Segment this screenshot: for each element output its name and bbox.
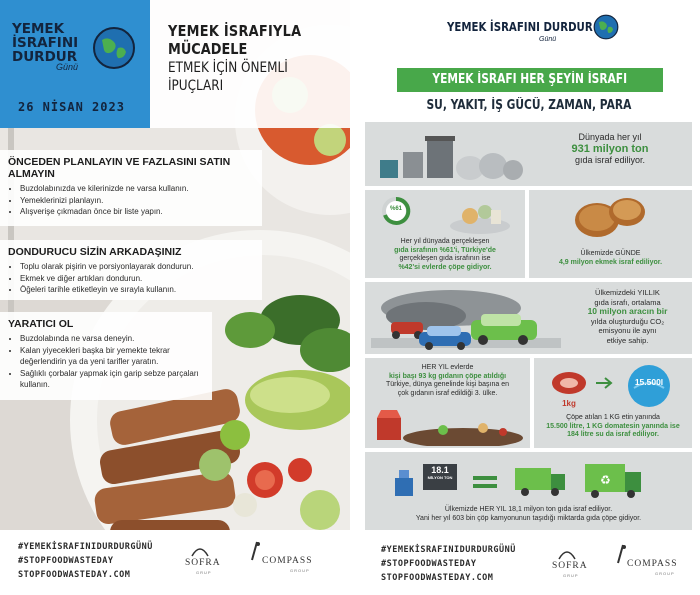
tip-card-freezer (0, 240, 262, 300)
tip-item: • Ekmek ve diğer artıkları dondurun. (20, 273, 254, 285)
stat-card-per-capita (365, 358, 530, 448)
website-link[interactable]: STOPFOODWASTEDAY.COM (18, 570, 131, 580)
card4-line5: emisyonu ile aynı (598, 326, 657, 335)
website-link[interactable]: STOPFOODWASTEDAY.COM (381, 573, 494, 583)
card4-line4: yılda oluşturduğu CO₂ (590, 316, 665, 326)
tip-card-plan (0, 150, 262, 226)
tip-heading: DONDURUCU SİZİN ARKADAŞINIZ (8, 246, 182, 258)
card4-line2: gıda israfı, ortalama (594, 297, 661, 307)
card1-line1: Dünyada her yıl (578, 132, 642, 142)
tip-item: • Kalan yiyecekleri başka bir yemekte tekrar değerlendirin ya da yeni tarifler yaratın. (20, 345, 204, 368)
tip-item: • Alışverişe çıkmadan önce bir liste yapın. (20, 206, 254, 218)
card7-line2: Yani her yıl 603 bin çöp kamyonunun taşıdığı miktarda gıda çöpe gidiyor. (415, 514, 642, 522)
tons-badge (423, 466, 457, 480)
percent-badge: %61 (389, 206, 402, 212)
card5-line1: HER YIL evlerde (421, 364, 474, 371)
card7-line1: Ülkemizde HER YIL 18,1 milyon ton gıda israf ediliyor. (444, 506, 613, 513)
brand-compass: COMPASS (262, 556, 313, 566)
logo-sub: Günü (56, 62, 79, 72)
tons-value: 18.1 (431, 465, 449, 475)
title-line-2: MÜCADELE (168, 40, 248, 58)
hashtag-1: #YEMEKİSRAFINIDURDURGÜNÜ (381, 545, 516, 555)
infographic-poster (357, 0, 700, 595)
bread-icon (571, 194, 651, 240)
main-banner (397, 68, 663, 92)
globe-icon (593, 14, 619, 40)
hashtag-2: #STOPFOODWASTEDAY (381, 559, 477, 569)
compass-logo-icon (247, 540, 263, 562)
equals-arrow-icon (594, 376, 614, 390)
stat-card-trucks (365, 452, 692, 530)
stat-card-water (534, 358, 692, 448)
stat-card-world (365, 122, 692, 186)
card4-line1: Ülkemizdeki YILLIK (595, 288, 660, 297)
stat-card-household (365, 190, 525, 278)
card1-line2: 931 milyon ton (571, 142, 649, 155)
tip-heading: YARATICI OL (8, 318, 74, 330)
card6-line3: 184 litre su da israf ediliyor. (567, 431, 659, 438)
waste-pile-icon (445, 194, 515, 234)
footer (357, 535, 700, 595)
card2-line3: gerçekleşen gıda israfının ise (399, 255, 491, 262)
card5-line3: Türkiye, dünya genelinde kişi başına en (386, 381, 509, 388)
brand-sofra-sub: GRUP (196, 570, 212, 575)
card1-line3: gıda israf ediliyor. (574, 154, 646, 165)
tons-unit: MİLYON TON (427, 475, 453, 480)
brand-compass-sub: GROUP (290, 568, 310, 573)
subtitle (357, 98, 700, 113)
logo-wordmark (12, 22, 78, 64)
card4-line6: etkiye sahip. (606, 335, 649, 345)
card5-line4: çok gıdanın israf edildiği 3. ülke. (397, 389, 498, 397)
meat-icon (550, 370, 588, 396)
tip-item: • Buzdolabınızda ve kilerinizde ne varsa kullanın. (20, 183, 254, 195)
brand-compass-sub: GROUP (655, 571, 675, 576)
tip-item: • Buzdolabında ne varsa deneyin. (20, 333, 204, 345)
banner-text: YEMEK İSRAFI HER ŞEYİN İSRAFI (432, 72, 628, 87)
card3-line1: Ülkemizde GÜNDE (580, 250, 641, 257)
trash-bins-icon (375, 132, 525, 180)
tip-item: • Toplu olarak pişirin ve porsiyonlayarak dondurun. (20, 261, 254, 273)
card2-line4: %42'si evlerde çöpe gidiyor. (398, 263, 492, 271)
card5-line2: kişi başı 93 kg gıdanın çöpe atıldığı (388, 372, 507, 380)
sofra-logo-icon (557, 547, 577, 561)
stat-card-bread (529, 190, 692, 278)
title-line-4: İPUÇLARI (168, 78, 224, 94)
stat-card-emissions (365, 282, 692, 354)
meat-label: 1kg (562, 399, 576, 408)
tip-item: • Yemeklerinizi planlayın. (20, 195, 254, 207)
brand-sofra: SOFRA (552, 561, 588, 571)
brand-compass: COMPASS (627, 559, 678, 569)
card2-line2: gıda israfının %61'i, Türkiye'de (394, 246, 496, 254)
logo-line-2: İSRAFINI (12, 35, 79, 51)
hashtag-1: #YEMEKİSRAFINIDURDURGÜNÜ (18, 542, 153, 552)
food-waste-pile-icon (373, 402, 523, 446)
title-line-3: ETMEK İÇİN ÖNEMLİ (168, 60, 288, 76)
svg-text:♻: ♻ (600, 473, 611, 487)
title-line-1: YEMEK İSRAFIYLA (168, 22, 302, 40)
tip-heading: ÖNCEDEN PLANLAYIN VE FAZLASINI SATIN ALMAYIN (8, 156, 231, 180)
card6-line2: 15.500 litre, 1 KG domatesin yanında ise (546, 422, 680, 430)
poster-title (150, 0, 350, 128)
card2-line1: Her yıl dünyada gerçekleşen (400, 238, 490, 245)
logo-wordmark: YEMEK İSRAFINI DURDUR (447, 20, 593, 34)
logo-line-1: YEMEK (12, 21, 65, 37)
event-date: 26 NİSAN 2023 (18, 100, 125, 114)
card3-line2: 4,9 milyon ekmek israf ediliyor. (558, 258, 663, 266)
event-logo (0, 0, 150, 128)
water-label: 15.500l (634, 377, 664, 387)
brand-sofra: SOFRA (185, 558, 221, 568)
hashtag-2: #STOPFOODWASTEDAY (18, 556, 114, 566)
sofra-logo-icon (190, 544, 210, 558)
logo-line-3: DURDUR (12, 49, 78, 65)
tip-card-creative (0, 312, 212, 400)
cars-emission-icon (371, 286, 561, 352)
card4-line3: 10 milyon aracın bir (587, 306, 668, 316)
logo-sub: Günü (539, 36, 557, 43)
card6-line1: Çöpe atılan 1 KG etin yanında (566, 414, 660, 421)
brand-sofra-sub: GRUP (563, 573, 579, 578)
globe-icon (92, 26, 136, 70)
tip-item: • Sağlıklı çorbalar yapmak için garip sebze parçaları kullanın. (20, 368, 204, 391)
subtitle-text: SU, YAKIT, İŞ GÜCÜ, ZAMAN, PARA (426, 98, 631, 113)
tip-item: • Öğeleri tarihle etiketleyin ve sırayla kullanın. (20, 284, 254, 296)
footer (0, 530, 350, 595)
